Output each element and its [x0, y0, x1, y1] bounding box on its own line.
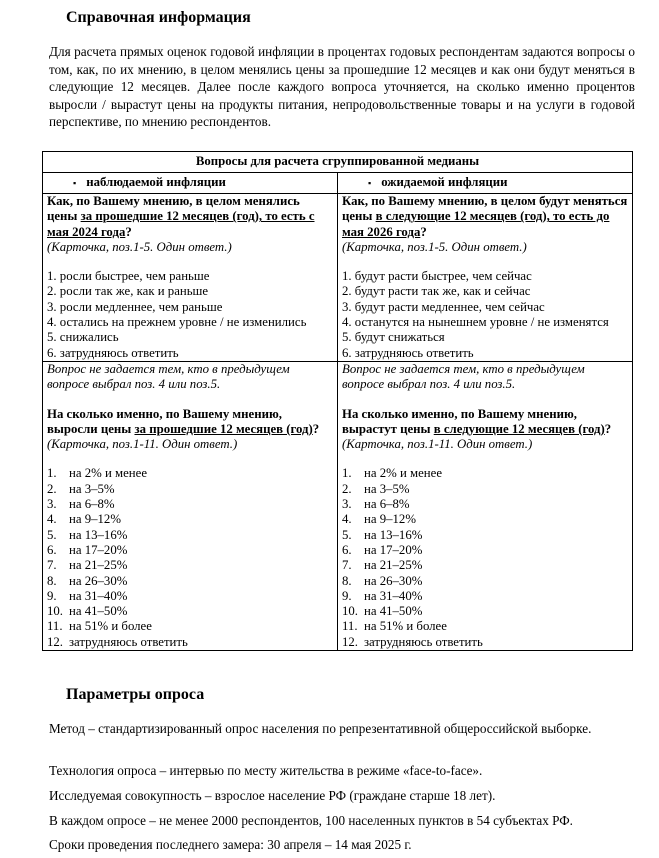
answer-option: 3. росли медленнее, чем раньше	[47, 299, 223, 314]
observed-question-1-options	[47, 269, 333, 361]
answer-option: 1. будут расти быстрее, чем сейчас	[342, 269, 532, 284]
question-text: На сколько именно, по Вашему мнению, вырастут цены	[342, 406, 577, 436]
column-header-observed	[43, 173, 338, 194]
range-option	[342, 497, 628, 512]
range-option	[47, 528, 333, 543]
answer-option: 6. затрудняюсь ответить	[342, 345, 474, 360]
range-option	[342, 528, 628, 543]
question-text: Как, по Вашему мнению, в целом будут меняться цены	[342, 194, 628, 224]
observed-skip-note: Вопрос не задается тем, кто в предыдущем вопросе выбрал поз. 4 или поз.5.	[47, 361, 290, 392]
param-technology: Технология опроса – интервью по месту жительства в режиме «face-to-face».	[49, 763, 483, 778]
range-number: 12.	[47, 634, 63, 649]
range-number: 9.	[47, 588, 57, 603]
range-label: затрудняюсь ответить	[364, 634, 483, 649]
table-header: Вопросы для расчета сгруппированной медианы	[43, 152, 633, 173]
range-label: на 17–20%	[69, 542, 128, 557]
bullet-icon: ▪	[73, 177, 77, 188]
range-option	[342, 482, 628, 497]
range-option	[47, 482, 333, 497]
expected-question-1-cell	[338, 194, 633, 362]
expected-question-1	[342, 194, 628, 240]
range-number: 10.	[342, 604, 358, 619]
column-header-expected-label: ожидаемой инфляции	[381, 174, 508, 189]
range-label: на 3–5%	[364, 481, 410, 496]
range-option	[47, 512, 333, 527]
range-number: 1.	[47, 466, 57, 481]
param-population: Исследуемая совокупность – взрослое население РФ (граждане старше 18 лет).	[49, 788, 496, 803]
range-option	[342, 589, 628, 604]
range-label: на 2% и менее	[69, 466, 148, 481]
expected-question-2-options	[342, 466, 628, 650]
question-period: в следующие 12 месяцев (год), то есть до мая 2026 года	[342, 209, 610, 239]
range-label: на 21–25%	[69, 558, 128, 573]
expected-question-2	[342, 407, 628, 453]
range-number: 3.	[342, 497, 352, 512]
expected-question-1-note: (Карточка, поз.1-5. Один ответ.)	[342, 239, 527, 254]
answer-option: 5. будут снижаться	[342, 330, 445, 345]
range-label: на 6–8%	[364, 497, 410, 512]
reference-intro-paragraph: Для расчета прямых оценок годовой инфляции в процентах годовых респондентам задаются вопросы о том, как, по их мнению, в целом менялись цены за прошедшие 12 месяцев и как они будут меняться в следующие 12 месяцев. Далее после каждого вопроса уточняется, на сколько именно процентов выросли / вырастут цены на продукты питания, непродовольственные товары и на услуги в годовой перспективе, по мнению респондентов.	[49, 44, 635, 130]
range-option	[47, 466, 333, 481]
range-label: на 26–30%	[364, 573, 423, 588]
range-label: на 31–40%	[69, 588, 128, 603]
range-number: 7.	[47, 558, 57, 573]
range-option	[342, 558, 628, 573]
range-label: на 9–12%	[364, 512, 416, 527]
range-label: на 17–20%	[364, 542, 423, 557]
param-method: Метод – стандартизированный опрос населения по репрезентативной общероссийской выборке.	[49, 721, 592, 736]
range-option	[342, 604, 628, 619]
range-label: на 13–16%	[364, 527, 423, 542]
range-option	[342, 543, 628, 558]
range-option	[47, 619, 333, 634]
range-label: на 6–8%	[69, 497, 115, 512]
range-number: 8.	[47, 573, 57, 588]
range-number: 2.	[342, 481, 352, 496]
range-number: 7.	[342, 558, 352, 573]
question-period: за прошедшие 12 месяцев (год), то есть с мая 2024 года	[47, 209, 315, 239]
observed-question-1	[47, 194, 333, 240]
range-label: затрудняюсь ответить	[69, 634, 188, 649]
answer-option: 1. росли быстрее, чем раньше	[47, 269, 210, 284]
question-mark: ?	[604, 421, 612, 436]
reference-section-title: Справочная информация	[66, 9, 251, 26]
range-label: на 3–5%	[69, 481, 115, 496]
range-label: на 21–25%	[364, 558, 423, 573]
range-option	[47, 604, 333, 619]
column-header-expected	[338, 173, 633, 194]
range-number: 4.	[47, 512, 57, 527]
range-option	[342, 466, 628, 481]
question-text: Как, по Вашему мнению, в целом менялись цены	[47, 194, 300, 224]
range-label: на 13–16%	[69, 527, 128, 542]
range-label: на 41–50%	[69, 604, 128, 619]
range-option	[342, 619, 628, 634]
params-section-title: Параметры опроса	[66, 686, 205, 703]
expected-question-2-cell	[338, 361, 633, 650]
range-number: 5.	[342, 527, 352, 542]
range-option	[47, 589, 333, 604]
answer-option: 5. снижались	[47, 330, 119, 345]
range-number: 3.	[47, 497, 57, 512]
question-mark: ?	[125, 224, 132, 239]
range-label: на 26–30%	[69, 573, 128, 588]
answer-option: 4. останутся на нынешнем уровне / не изменятся	[342, 315, 609, 330]
range-number: 2.	[47, 481, 57, 496]
range-label: на 41–50%	[364, 604, 423, 619]
observed-question-1-note: (Карточка, поз.1-5. Один ответ.)	[47, 239, 232, 254]
range-number: 5.	[47, 527, 57, 542]
question-mark: ?	[420, 224, 427, 239]
observed-question-2-cell	[43, 361, 338, 650]
range-number: 10.	[47, 604, 63, 619]
column-header-observed-label: наблюдаемой инфляции	[86, 174, 226, 189]
range-option	[47, 497, 333, 512]
param-sample: В каждом опросе – не менее 2000 респондентов, 100 населенных пунктов в 54 субъектах РФ.	[49, 813, 573, 828]
range-option	[342, 512, 628, 527]
range-option	[47, 574, 333, 589]
answer-option: 2. росли так же, как и раньше	[47, 284, 209, 299]
range-option	[342, 574, 628, 589]
bullet-icon: ▪	[368, 177, 372, 188]
answer-option: 6. затрудняюсь ответить	[47, 345, 179, 360]
range-number: 9.	[342, 588, 352, 603]
question-period: в следующие 12 месяцев (год)	[433, 421, 605, 436]
range-number: 1.	[342, 466, 352, 481]
answer-option: 4. остались на прежнем уровне / не изменились	[47, 315, 307, 330]
range-number: 8.	[342, 573, 352, 588]
range-label: на 31–40%	[364, 588, 423, 603]
expected-question-2-note: (Карточка, поз.1-11. Один ответ.)	[342, 437, 533, 452]
answer-option: 3. будут расти медленнее, чем сейчас	[342, 299, 545, 314]
questions-table	[42, 151, 633, 651]
expected-skip-note: Вопрос не задается тем, кто в предыдущем вопросе выбрал поз. 4 или поз.5.	[342, 361, 585, 392]
range-option	[47, 558, 333, 573]
question-mark: ?	[312, 421, 320, 436]
observed-question-2	[47, 407, 333, 438]
range-label: на 9–12%	[69, 512, 121, 527]
question-period: за прошедшие 12 месяцев (год)	[134, 421, 313, 436]
range-number: 6.	[342, 542, 352, 557]
range-number: 11.	[342, 619, 358, 634]
param-dates: Сроки проведения последнего замера: 30 апреля – 14 мая 2025 г.	[49, 837, 412, 852]
range-label: на 2% и менее	[364, 466, 443, 481]
range-option	[342, 635, 628, 650]
range-option	[47, 635, 333, 650]
range-number: 4.	[342, 512, 352, 527]
answer-option: 2. будут расти так же, как и сейчас	[342, 284, 531, 299]
question-text: На сколько именно, по Вашему мнению, выросли цены	[47, 406, 282, 436]
observed-question-2-options	[47, 466, 333, 650]
observed-question-2-note: (Карточка, поз.1-11. Один ответ.)	[47, 437, 238, 452]
range-label: на 51% и более	[364, 619, 447, 634]
range-label: на 51% и более	[69, 619, 152, 634]
expected-question-1-options	[342, 269, 628, 361]
range-number: 11.	[47, 619, 63, 634]
observed-question-1-cell	[43, 194, 338, 362]
range-number: 6.	[47, 542, 57, 557]
range-number: 12.	[342, 634, 358, 649]
range-option	[47, 543, 333, 558]
